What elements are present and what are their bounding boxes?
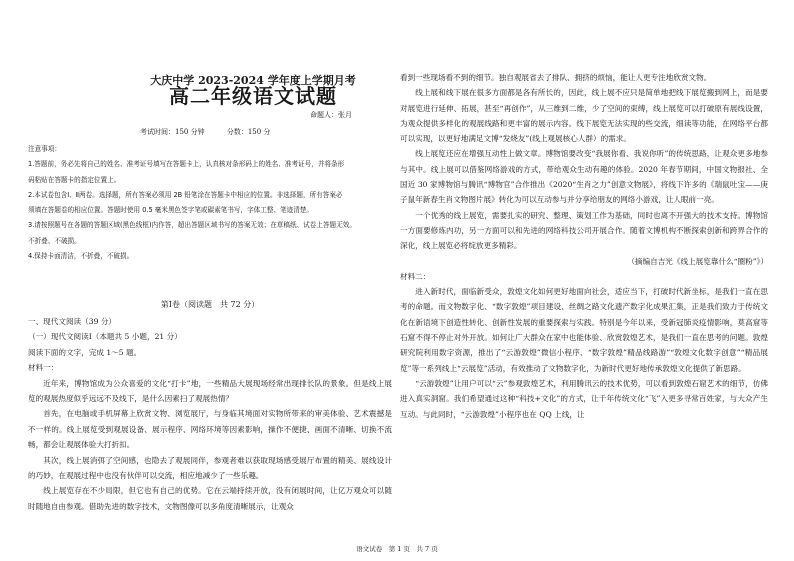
paragraph: 近年来，博物馆成为公众喜爱的文化“打卡”地，一些精品大展现场经常出现排长队的景象。但是线上展览的观展热度似乎远远不及线下，是什么因素扫了观展热情？ — [28, 378, 392, 404]
paragraph: 一个优秀的线上展览，需要扎实的研究、整理、策划工作为基础，同时也离不开强大的技术支持。博物馆一方面要修炼内功，另一方面可以和先进的网络科技公司开展合作。随着文博机构不断探索创新和跨界合作的深化，线上展览必将绽放更多精彩。 — [400, 210, 768, 251]
material1-label: 材料一： — [28, 363, 59, 373]
page-footer: 语文试卷 第 1 页 共 7 页 — [356, 545, 438, 553]
right-column-body — [400, 70, 768, 422]
exam-school-title: 大庆中学 2023-2024 学年度上学期月考 — [150, 74, 356, 87]
notes-item: 3.请按照题号在各题的答题区域(黑色线框)内作答，超出答题区域书写的答案无效；在草稿纸、试卷上答题无效。 — [28, 221, 356, 230]
paragraph: 看到一些现场看不到的细节。独自观展省去了排队、拥挤的烦恼，能让人更专注地欣赏文物。 — [400, 73, 712, 82]
notes-item: 不折叠、不破损。 — [28, 236, 81, 245]
exam-time: 考试时间：150 分钟 — [140, 128, 205, 136]
source-citation: （摘编自吉光《线上展览靠什么“圈粉”》） — [627, 256, 768, 266]
exam-main-title: 高二年级语文试题 — [169, 84, 337, 108]
paragraph: “云游敦煌”让用户可以“云”参观敦煌艺术，利用腾讯云的技术优势，可以看到敦煌石窟艺术的细节，仿佛进入真实洞窟。我们希望通过这种“科技+文化”的方式，让千年传统文化“飞”入更多寻常百姓家，与大众产生互动。与此同时，“云游敦煌”小程序也在 QQ 上线，让 — [400, 378, 768, 419]
material2-label: 材料二： — [400, 271, 431, 281]
notes-item: 须填在答题卷的相应位置。答题时使用 0.5 毫米黑色签字笔或碳素笔书写，字体工整、笔迹清楚。 — [28, 206, 314, 215]
paragraph: 线上展览存在不少局限，但它也有自己的优势。它在云端持续开放，没有闭展时间，让亿万观众可以随时随地自由参观。借助先进的数字技术，文物图像可以多角度清晰展示，让观众 — [28, 486, 392, 511]
notes-item: 1.答题前，务必先将自己的姓名、准考证号填写在答题卡上，认真核对条形码上的姓名、准考证号，并将条形 — [28, 160, 345, 169]
paragraph: 线上展和线下展在很多方面都是各有所长的，因此，线上展不应只是简单地把线下展览搬到网上，而是要对展览进行延伸、拓展，甚至“再创作”，从三维到二维，少了空间的束缚，线上展览可以打破原有展线设置，为观众提供多样化的观展线路和更丰富的展示内容。线下展览无法实现的些交流，细读等功能，在网络平台都可以实现，以更好地满足文博“发烧友”(线上观展核心人群）的需求。 — [400, 88, 768, 144]
paragraph: 其次，线上展消弭了空间感，也隐去了观展同伴，参观者难以获取现场感受展厅布置的精美、展线设计的巧妙，在观展过程中也没有伙伴可以交流，相应地减少了一些乐趣。 — [28, 455, 392, 481]
subsection-heading: （一）现代文阅读Ⅰ（本题共 5 小题，21 分） — [28, 332, 182, 342]
exam-info — [140, 127, 290, 137]
part1-title: 第Ⅰ卷（阅读题 共 72 分） — [160, 300, 260, 309]
notes-item: 2.本试卷包含Ⅰ、Ⅱ两卷。选择题，所有答案必须用 2B 铅笔涂在答题卡中相应的位置。非选择题，所有答案必 — [28, 190, 343, 199]
exam-score: 分数：150 分 — [226, 128, 271, 136]
notes-item: 码粘贴在答题卡的指定位置上。 — [28, 175, 121, 184]
notes-section — [28, 142, 392, 264]
notes-item: 4.保持卡面清洁，不折叠，不破损。 — [28, 252, 134, 261]
instruction-text: 阅读下面的文字，完成 1～5 题。 — [28, 347, 142, 357]
left-column-body — [28, 314, 392, 514]
paragraph: 线上展览还应在增强互动性上做文章。博物馆要改变“我展你看、我说你听”的传统思路，让观众更多地参与其中。线上展可以借鉴网络游戏的方式，带给观众生动有趣的体验。2020 年春节期间，中国文物报社、全国近 30 家博物馆与腾讯“博物官”合作推出《2020“生肖之力”创意文物展》，将线下许多的《瑞鼠吐宝——庚子鼠年新春生肖文物图片展》转化为可以互动参与并分享给朋友的网络小游戏，让人眼前一亮。 — [400, 149, 768, 205]
section-heading: 一、现代文阅读（39 分） — [28, 317, 117, 326]
paragraph: 进入新时代，面临新受众，敦煌文化如何更好地面向社会，适应当下，打破时代新坐标，是我们一直在思考的命题。而文物数字化、“数字敦煌”项目建设、丝绸之路文化遗产数字化成果汇集，正是我们致力于传统文化在新语境下创造性转化、创新性发展的重要探索与实践。特别是今年以来，受新冠肺炎疫情影响，莫高窟等石窟不得不停止对外开放。如何让广大群众在家中也能体验、欣赏敦煌艺术，是我们一直在思考的问题。敦煌研究院利用数字资源，推出了“云游敦煌”微信小程序、“数字敦煌”精品线路游”“敦煌文化数字创意”“精品展览”等一系列线上“云展览”活动，有效推动了文物数字化，为新时代更好地传承敦煌文化提供了新思路。 — [400, 287, 768, 373]
exam-author: 命题人：张月 — [310, 111, 352, 119]
paragraph: 首先，在电脑或手机屏幕上欣赏文物、浏览展厅，与身临其境面对实物所带来的审美体验、艺术震撼是不一样的。线上展览受到观展设备、展示程序、网络环境等因素影响，操作不便捷、画面不清晰、切换不流畅，都会让观展体验大打折扣。 — [28, 409, 392, 450]
notes-heading: 注意事项： — [28, 145, 61, 153]
